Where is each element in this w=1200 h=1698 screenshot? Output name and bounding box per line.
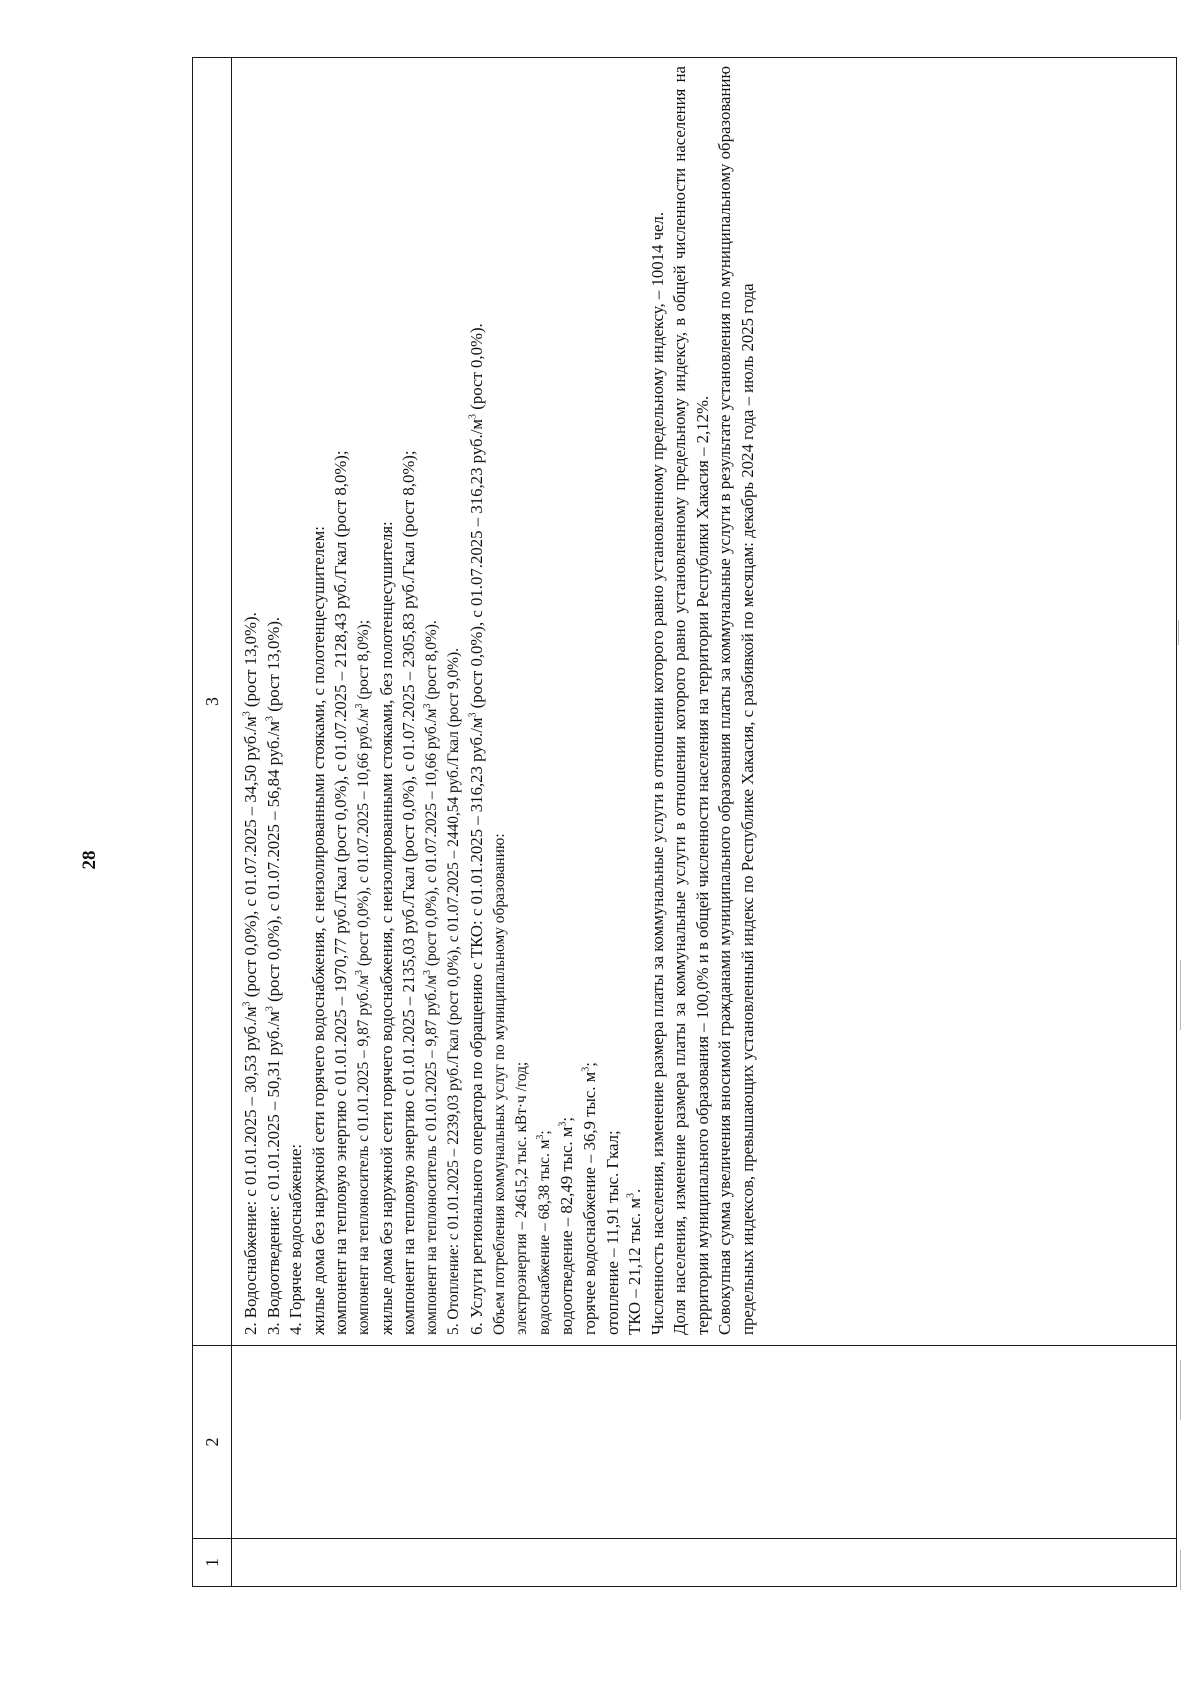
line-text: (рост 13,0%). <box>241 612 260 712</box>
scan-artifact <box>1180 1360 1181 1420</box>
tariff-line <box>285 66 308 1335</box>
tariff-line <box>466 66 489 1335</box>
tariff-line <box>240 66 263 1335</box>
line-text: (рост 0,0%), с 01.07.2025 – 34,50 руб./м <box>241 716 260 1002</box>
tariff-line <box>353 66 376 1335</box>
line-text: 6. Услуги регионального оператора по обращению с ТКО: с 01.01.2025 – 316,23 руб./м <box>466 717 486 1335</box>
tariff-line <box>308 66 331 1335</box>
superscript: 3 <box>264 1006 275 1012</box>
line-text: 4. Горячее водоснабжение: <box>286 1144 306 1335</box>
line-text: отопление – 11,91 тыс. Гкал; <box>602 1130 622 1335</box>
line-text: жилые дома без наружной сети горячего водоснабжения, с неизолированными стояками, без полотенцесушителя: <box>376 521 396 1335</box>
line-text: ; <box>557 1116 577 1122</box>
superscript: 3 <box>241 711 253 717</box>
line-text: компонент на тепловую энергию с 01.01.2025 – 2135,03 руб./Гкал (рост 0,0%), с 01.07.2025 – 2305,83 руб./Гкал (рост 8,0%); <box>399 450 419 1335</box>
scan-artifact <box>1178 620 1179 645</box>
tariff-line <box>376 66 399 1335</box>
superscript: 3 <box>353 703 365 709</box>
table-row <box>232 58 1177 1587</box>
column-header-2: 2 <box>193 1346 232 1539</box>
line-text: 5. Отопление: с 01.01.2025 – 2239,03 руб./Гкал (рост 0,0%), с 01.07.2025 – 2440,54 руб./Гкал (рост 9,0%). <box>445 648 463 1335</box>
superscript: 3 <box>467 413 479 419</box>
line-text: (рост 0,0%), с 01.07.2025 – 316,23 руб./м <box>466 418 486 713</box>
tariff-line <box>534 66 557 1335</box>
superscript: 3 <box>534 1134 546 1140</box>
line-text: (рост 8,0%). <box>422 620 440 704</box>
tariff-line <box>714 66 759 1335</box>
page-number: 28 <box>79 850 100 870</box>
line-text: . <box>625 1188 645 1194</box>
tariff-line <box>489 66 512 1335</box>
line-text: компонент на тепловую энергию с 01.01.2025 – 1970,77 руб./Гкал (рост 0,0%), с 01.07.2025 – 2128,43 руб./Гкал (рост 8,0%); <box>331 450 351 1335</box>
tariff-line <box>647 66 670 1335</box>
cell-col-2 <box>232 1346 1177 1539</box>
line-text: (рост 0,0%). <box>466 323 486 414</box>
superscript: 3 <box>421 703 433 709</box>
cell-col-1 <box>232 1539 1177 1587</box>
tariff-line <box>443 66 466 1335</box>
tariff-line <box>263 66 286 1335</box>
line-text: Совокупная сумма увеличения вносимой гражданами муниципального образования платы за коммунальные услуги в результате установления по муниципальному образованию предельных индексов, превышающих установленный индекс по Республике Хакасия, с разбивкой по месяцам: декабрь 2024 года – июль 2025 года <box>715 66 758 1335</box>
tariff-text-block <box>232 58 760 1345</box>
superscript: 3 <box>241 1001 253 1007</box>
tariff-line <box>602 66 625 1335</box>
line-text: Объем потребления коммунальных услуг по муниципальному образованию: <box>490 833 508 1335</box>
scan-artifact <box>1180 960 1181 1030</box>
line-text: ; <box>579 1062 599 1067</box>
tariff-line <box>556 66 579 1335</box>
superscript: 3 <box>353 969 365 975</box>
superscript: 3 <box>264 715 275 721</box>
tariff-line <box>330 66 353 1335</box>
rotated-table-wrapper <box>192 57 1177 1587</box>
line-text: электроэнергия – 24615,2 тыс. кВт·ч /год; <box>513 1061 531 1335</box>
line-text: горячее водоснабжение – 36,9 тыс. м <box>579 1071 599 1335</box>
tariff-line <box>421 66 444 1335</box>
line-text: водоснабжение – 68,38 тыс. м <box>535 1139 553 1335</box>
line-text: водоотведение – 82,49 тыс. м <box>557 1126 577 1335</box>
line-text: Доля населения, изменение размера платы за коммунальные услуги в отношении которого равно установленному предельному индексу, в общей численности населения на территории муниципального образования – 100,0% и в общей численности населения на территории Республики Хакасия – 2,12%. <box>670 66 712 1335</box>
cell-col-3 <box>232 58 1177 1346</box>
line-text: 2. Водоснабжение: с 01.01.2025 – 30,53 руб./м <box>241 1006 260 1335</box>
line-text: (рост 0,0%), с 01.07.2025 – 10,66 руб./м <box>422 708 440 970</box>
tariff-line <box>669 66 714 1335</box>
line-text: Численность населения, изменение размера платы за коммунальные услуги в отношении которого равно установленному предельному индексу, – 10014 чел. <box>647 211 667 1335</box>
line-text: (рост 0,0%), с 01.07.2025 – 56,84 руб./м <box>263 720 283 1007</box>
superscript: 3 <box>557 1121 569 1127</box>
line-text: (рост 0,0%), с 01.07.2025 – 10,66 руб./м <box>354 708 372 970</box>
column-header-3: 3 <box>193 58 232 1346</box>
superscript: 3 <box>625 1193 637 1199</box>
column-header-1: 1 <box>193 1539 232 1587</box>
line-text: ТКО – 21,12 тыс. м <box>625 1198 645 1335</box>
tariff-line <box>398 66 421 1335</box>
superscript: 3 <box>467 712 479 718</box>
superscript: 3 <box>580 1066 592 1072</box>
content-table <box>192 57 1177 1587</box>
line-text: ; <box>535 1130 553 1135</box>
scan-artifact <box>1180 1550 1181 1590</box>
line-text: жилые дома без наружной сети горячего водоснабжения, с неизолированными стояками, с полотенцесушителем: <box>308 526 328 1335</box>
line-text: компонент на теплоноситель с 01.01.2025 – 9,87 руб./м <box>354 974 372 1335</box>
line-text: компонент на теплоноситель с 01.01.2025 – 9,87 руб./м <box>422 974 440 1335</box>
line-text: (рост 13,0%). <box>263 616 283 716</box>
tariff-line <box>624 66 647 1335</box>
line-text: (рост 8,0%); <box>354 619 372 704</box>
tariff-line <box>511 66 534 1335</box>
table-header-row <box>193 58 232 1587</box>
superscript: 3 <box>421 969 433 975</box>
tariff-line <box>579 66 602 1335</box>
line-text: 3. Водоотведение: с 01.01.2025 – 50,31 руб./м <box>263 1011 283 1335</box>
